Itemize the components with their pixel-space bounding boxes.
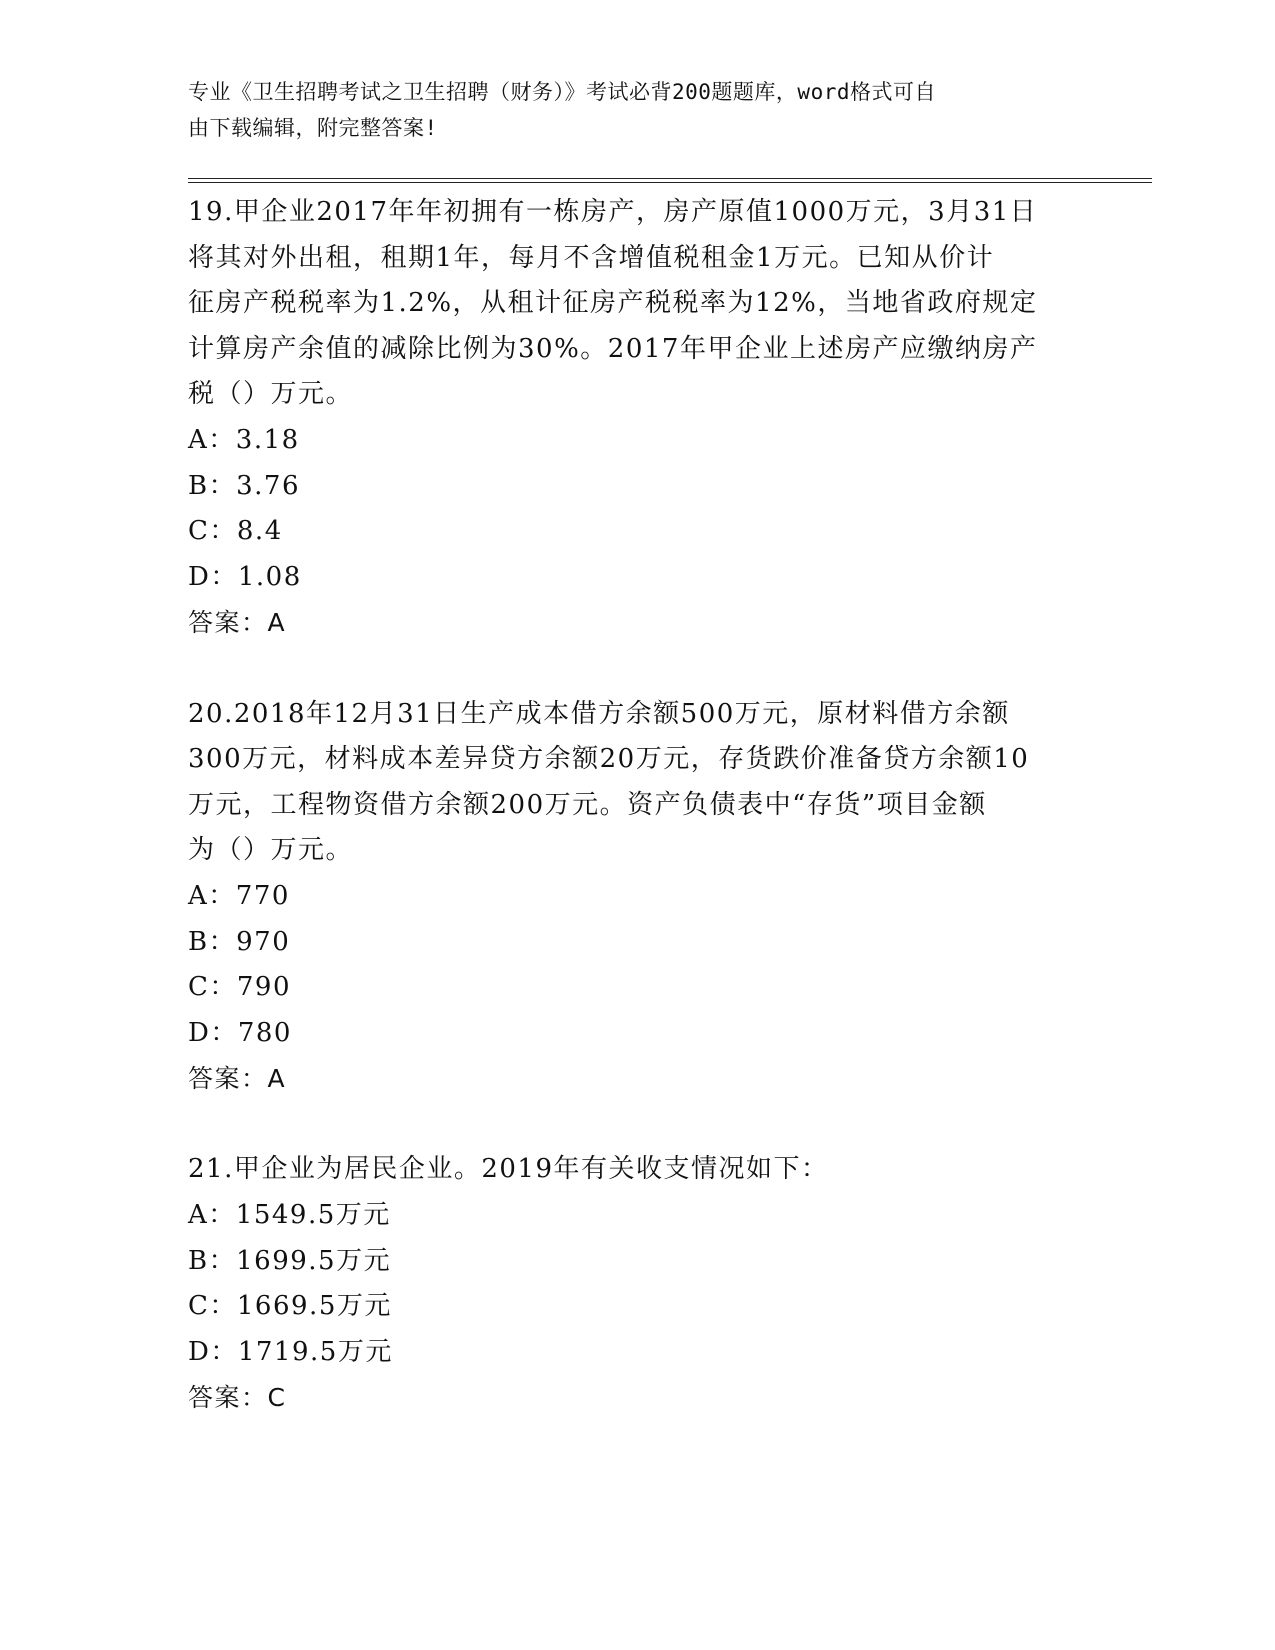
option-b: B：1699.5万元 bbox=[188, 1245, 392, 1276]
option-b: B：3.76 bbox=[188, 470, 300, 501]
option-a: A：1549.5万元 bbox=[188, 1200, 391, 1231]
header-line-1: 专业《卫生招聘考试之卫生招聘（财务）》考试必背200题题库，word格式可自 bbox=[188, 80, 936, 104]
question-stem-line: 征房产税税率为1.2%，从租计征房产税税率为12%，当地省政府规定 bbox=[188, 288, 1038, 319]
question-gap bbox=[188, 646, 1088, 692]
question-21 bbox=[188, 1147, 1088, 1421]
question-stem-line: 税（）万元。 bbox=[188, 379, 354, 410]
question-gap bbox=[188, 1102, 1088, 1148]
answer: 答案：A bbox=[188, 608, 287, 638]
header-divider bbox=[188, 178, 1152, 183]
header-line-2: 由下载编辑，附完整答案! bbox=[188, 116, 438, 140]
question-stem-line: 计算房产余值的减除比例为30%。2017年甲企业上述房产应缴纳房产 bbox=[188, 333, 1038, 364]
option-a: A：770 bbox=[188, 880, 290, 911]
option-d: D：1719.5万元 bbox=[188, 1336, 393, 1367]
option-c: C：1669.5万元 bbox=[188, 1291, 392, 1322]
question-stem-line: 为（）万元。 bbox=[188, 835, 354, 866]
question-stem-line: 将其对外出租，租期1年，每月不含增值税租金1万元。已知从价计 bbox=[188, 242, 995, 273]
option-d: D：780 bbox=[188, 1017, 292, 1048]
option-c: C：8.4 bbox=[188, 516, 283, 547]
option-c: C：790 bbox=[188, 972, 292, 1003]
answer: 答案：A bbox=[188, 1064, 287, 1094]
question-list bbox=[188, 190, 1088, 1421]
question-19 bbox=[188, 190, 1088, 646]
option-d: D：1.08 bbox=[188, 561, 302, 592]
answer: 答案：C bbox=[188, 1383, 287, 1413]
question-stem-line: 300万元，材料成本差异贷方余额20万元，存货跌价准备贷方余额10 bbox=[188, 744, 1030, 775]
question-stem-line: 20.2018年12月31日生产成本借方余额500万元，原材料借方余额 bbox=[188, 698, 1010, 729]
document-header bbox=[188, 74, 1068, 146]
question-20 bbox=[188, 692, 1088, 1102]
question-stem-line: 19.甲企业2017年年初拥有一栋房产，房产原值1000万元，3月31日 bbox=[188, 197, 1038, 227]
question-stem-line: 万元，工程物资借方余额200万元。资产负债表中“存货”项目金额 bbox=[188, 789, 987, 820]
question-stem-line: 21.甲企业为居民企业。2019年有关收支情况如下： bbox=[188, 1154, 829, 1185]
option-a: A：3.18 bbox=[188, 424, 300, 455]
option-b: B：970 bbox=[188, 926, 291, 957]
